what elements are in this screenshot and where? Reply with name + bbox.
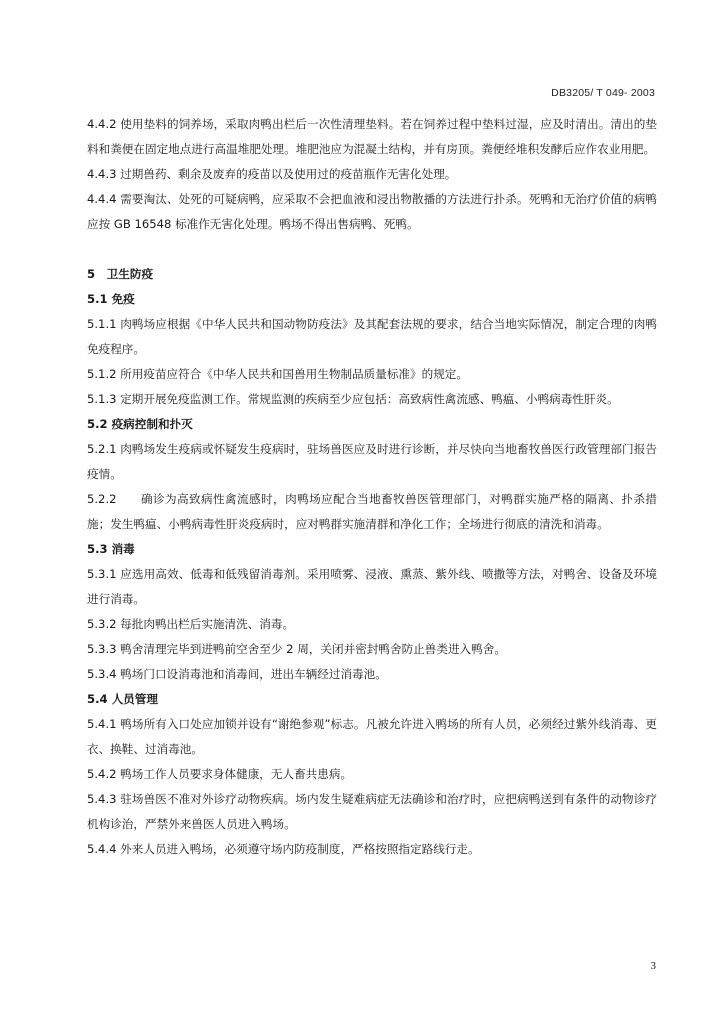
document-code: DB3205/ T 049- 2003	[551, 87, 655, 99]
section-heading-5-3: 5.3 消毒	[87, 542, 135, 556]
clause-5-3-2: 5.3.2 每批肉鸭出栏后实施清洗、消毒。	[87, 617, 295, 631]
clause-4-4-2: 4.4.2 使用垫料的饲养场，采取肉鸭出栏后一次性清理垫料。若在饲养过程中垫料过湿，应及时清出。清出的垫料和粪便在固定地点进行高温堆肥处理。堆肥池应为混凝土结构，并有房顶。粪便经堆积发酵后应作农业用肥。	[87, 117, 657, 156]
clause-5-4-4: 5.4.4 外来人员进入鸭场，必须遵守场内防疫制度，严格按照指定路线行走。	[87, 842, 480, 856]
clause-5-4-2: 5.4.2 鸭场工作人员要求身体健康，无人畜共患病。	[87, 767, 353, 781]
clause-5-2-1: 5.2.1 肉鸭场发生疫病或怀疑发生疫病时，驻场兽医应及时进行诊断，并尽快向当地畜牧兽医行政管理部门报告疫情。	[87, 442, 657, 481]
clause-5-3-3: 5.3.3 鸭舍清理完毕到进鸭前空舍至少 2 周，关闭并密封鸭舍防止兽类进入鸭舍。	[87, 642, 506, 656]
document-body	[87, 112, 657, 862]
clause-5-4-1: 5.4.1 鸭场所有入口处应加锁并设有“谢绝参观”标志。凡被允许进入鸭场的所有人员，必须经过紫外线消毒、更衣、换鞋、过消毒池。	[87, 717, 657, 756]
clause-4-4-4: 4.4.4 需要淘汰、处死的可疑病鸭，应采取不会把血液和浸出物散播的方法进行扑杀。死鸭和无治疗价值的病鸭应按 GB 16548 标准作无害化处理。鸭场不得出售病鸭、死鸭。	[87, 192, 657, 231]
clause-5-4-3: 5.4.3 驻场兽医不准对外诊疗动物疾病。场内发生疑难病症无法确诊和治疗时，应把病鸭送到有条件的动物诊疗机构诊治，严禁外来兽医人员进入鸭场。	[87, 792, 657, 831]
clause-5-1-1: 5.1.1 肉鸭场应根据《中华人民共和国动物防疫法》及其配套法规的要求，结合当地实际情况，制定合理的肉鸭免疫程序。	[87, 317, 657, 356]
section-heading-5-4: 5.4 人员管理	[87, 692, 158, 706]
section-heading-5-1: 5.1 免疫	[87, 292, 135, 306]
clause-5-3-1: 5.3.1 应选用高效、低毒和低残留消毒剂。采用喷雾、浸液、熏蒸、紫外线、喷撒等方法，对鸭舍、设备及环境进行消毒。	[87, 567, 657, 606]
clause-4-4-3: 4.4.3 过期兽药、剩余及废弃的疫苗以及使用过的疫苗瓶作无害化处理。	[87, 167, 457, 181]
clause-5-1-3: 5.1.3 定期开展免疫监测工作。常规监测的疾病至少应包括：高致病性禽流感、鸭瘟、小鸭病毒性肝炎。	[87, 392, 619, 406]
section-heading-5: 5 卫生防疫	[87, 267, 154, 281]
section-heading-5-2: 5.2 疫病控制和扑灭	[87, 417, 193, 431]
clause-5-1-2: 5.1.2 所用疫苗应符合《中华人民共和国兽用生物制品质量标准》的规定。	[87, 367, 468, 381]
clause-5-2-2: 5.2.2 确诊为高致病性禽流感时，肉鸭场应配合当地畜牧兽医管理部门，对鸭群实施严格的隔离、扑杀措施；发生鸭瘟、小鸭病毒性肝炎疫病时，应对鸭群实施清群和净化工作；全场进行彻底的清洗和消毒。	[87, 492, 657, 531]
clause-5-3-4: 5.3.4 鸭场门口设消毒池和消毒间，进出车辆经过消毒池。	[87, 667, 387, 681]
page-number: 3	[650, 960, 656, 972]
